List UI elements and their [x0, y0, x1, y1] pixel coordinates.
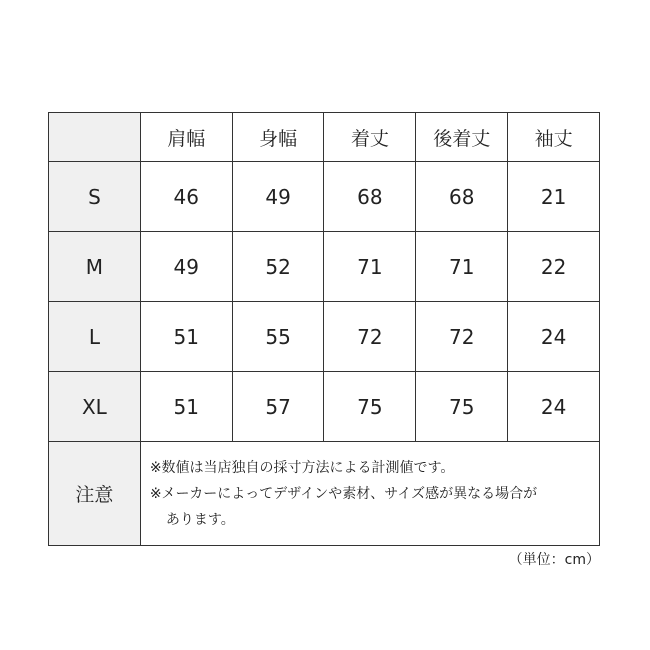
table-cell: 72 [416, 302, 508, 372]
table-cell: 46 [140, 162, 232, 232]
note-line: あります。 [165, 511, 235, 528]
table-cell: 21 [508, 162, 600, 232]
size-label: M [49, 232, 141, 302]
table-cell: 68 [416, 162, 508, 232]
table-cell: 51 [140, 372, 232, 442]
table-cell: 52 [232, 232, 324, 302]
table-cell: 49 [232, 162, 324, 232]
header-body-width: 身幅 [232, 113, 324, 162]
note-line: ※数値は当店独自の採寸方法による計測値です。 [149, 459, 455, 476]
table-cell: 55 [232, 302, 324, 372]
note-row [49, 442, 600, 546]
table-cell: 75 [416, 372, 508, 442]
table-cell: 49 [140, 232, 232, 302]
header-corner [49, 113, 141, 162]
table-cell: 68 [324, 162, 416, 232]
table-cell: 71 [416, 232, 508, 302]
size-label: L [49, 302, 141, 372]
table-row-l [49, 302, 600, 372]
table-row-xl [49, 372, 600, 442]
unit-note: （単位：cm） [508, 552, 600, 568]
table-cell: 24 [508, 372, 600, 442]
table-cell: 71 [324, 232, 416, 302]
header-sleeve-length: 袖丈 [508, 113, 600, 162]
note-line: ※メーカーによってデザインや素材、サイズ感が異なる場合が [149, 485, 538, 502]
table-cell: 75 [324, 372, 416, 442]
table-cell: 24 [508, 302, 600, 372]
table-row-m [49, 232, 600, 302]
table-cell: 57 [232, 372, 324, 442]
size-chart-table [48, 112, 600, 546]
note-label: 注意 [49, 442, 141, 546]
size-label: XL [49, 372, 141, 442]
header-back-length: 後着丈 [416, 113, 508, 162]
note-text [140, 442, 599, 546]
header-shoulder-width: 肩幅 [140, 113, 232, 162]
header-row [49, 113, 600, 162]
table-cell: 51 [140, 302, 232, 372]
table-cell: 72 [324, 302, 416, 372]
size-label: S [49, 162, 141, 232]
header-length: 着丈 [324, 113, 416, 162]
table-row-s [49, 162, 600, 232]
table-cell: 22 [508, 232, 600, 302]
